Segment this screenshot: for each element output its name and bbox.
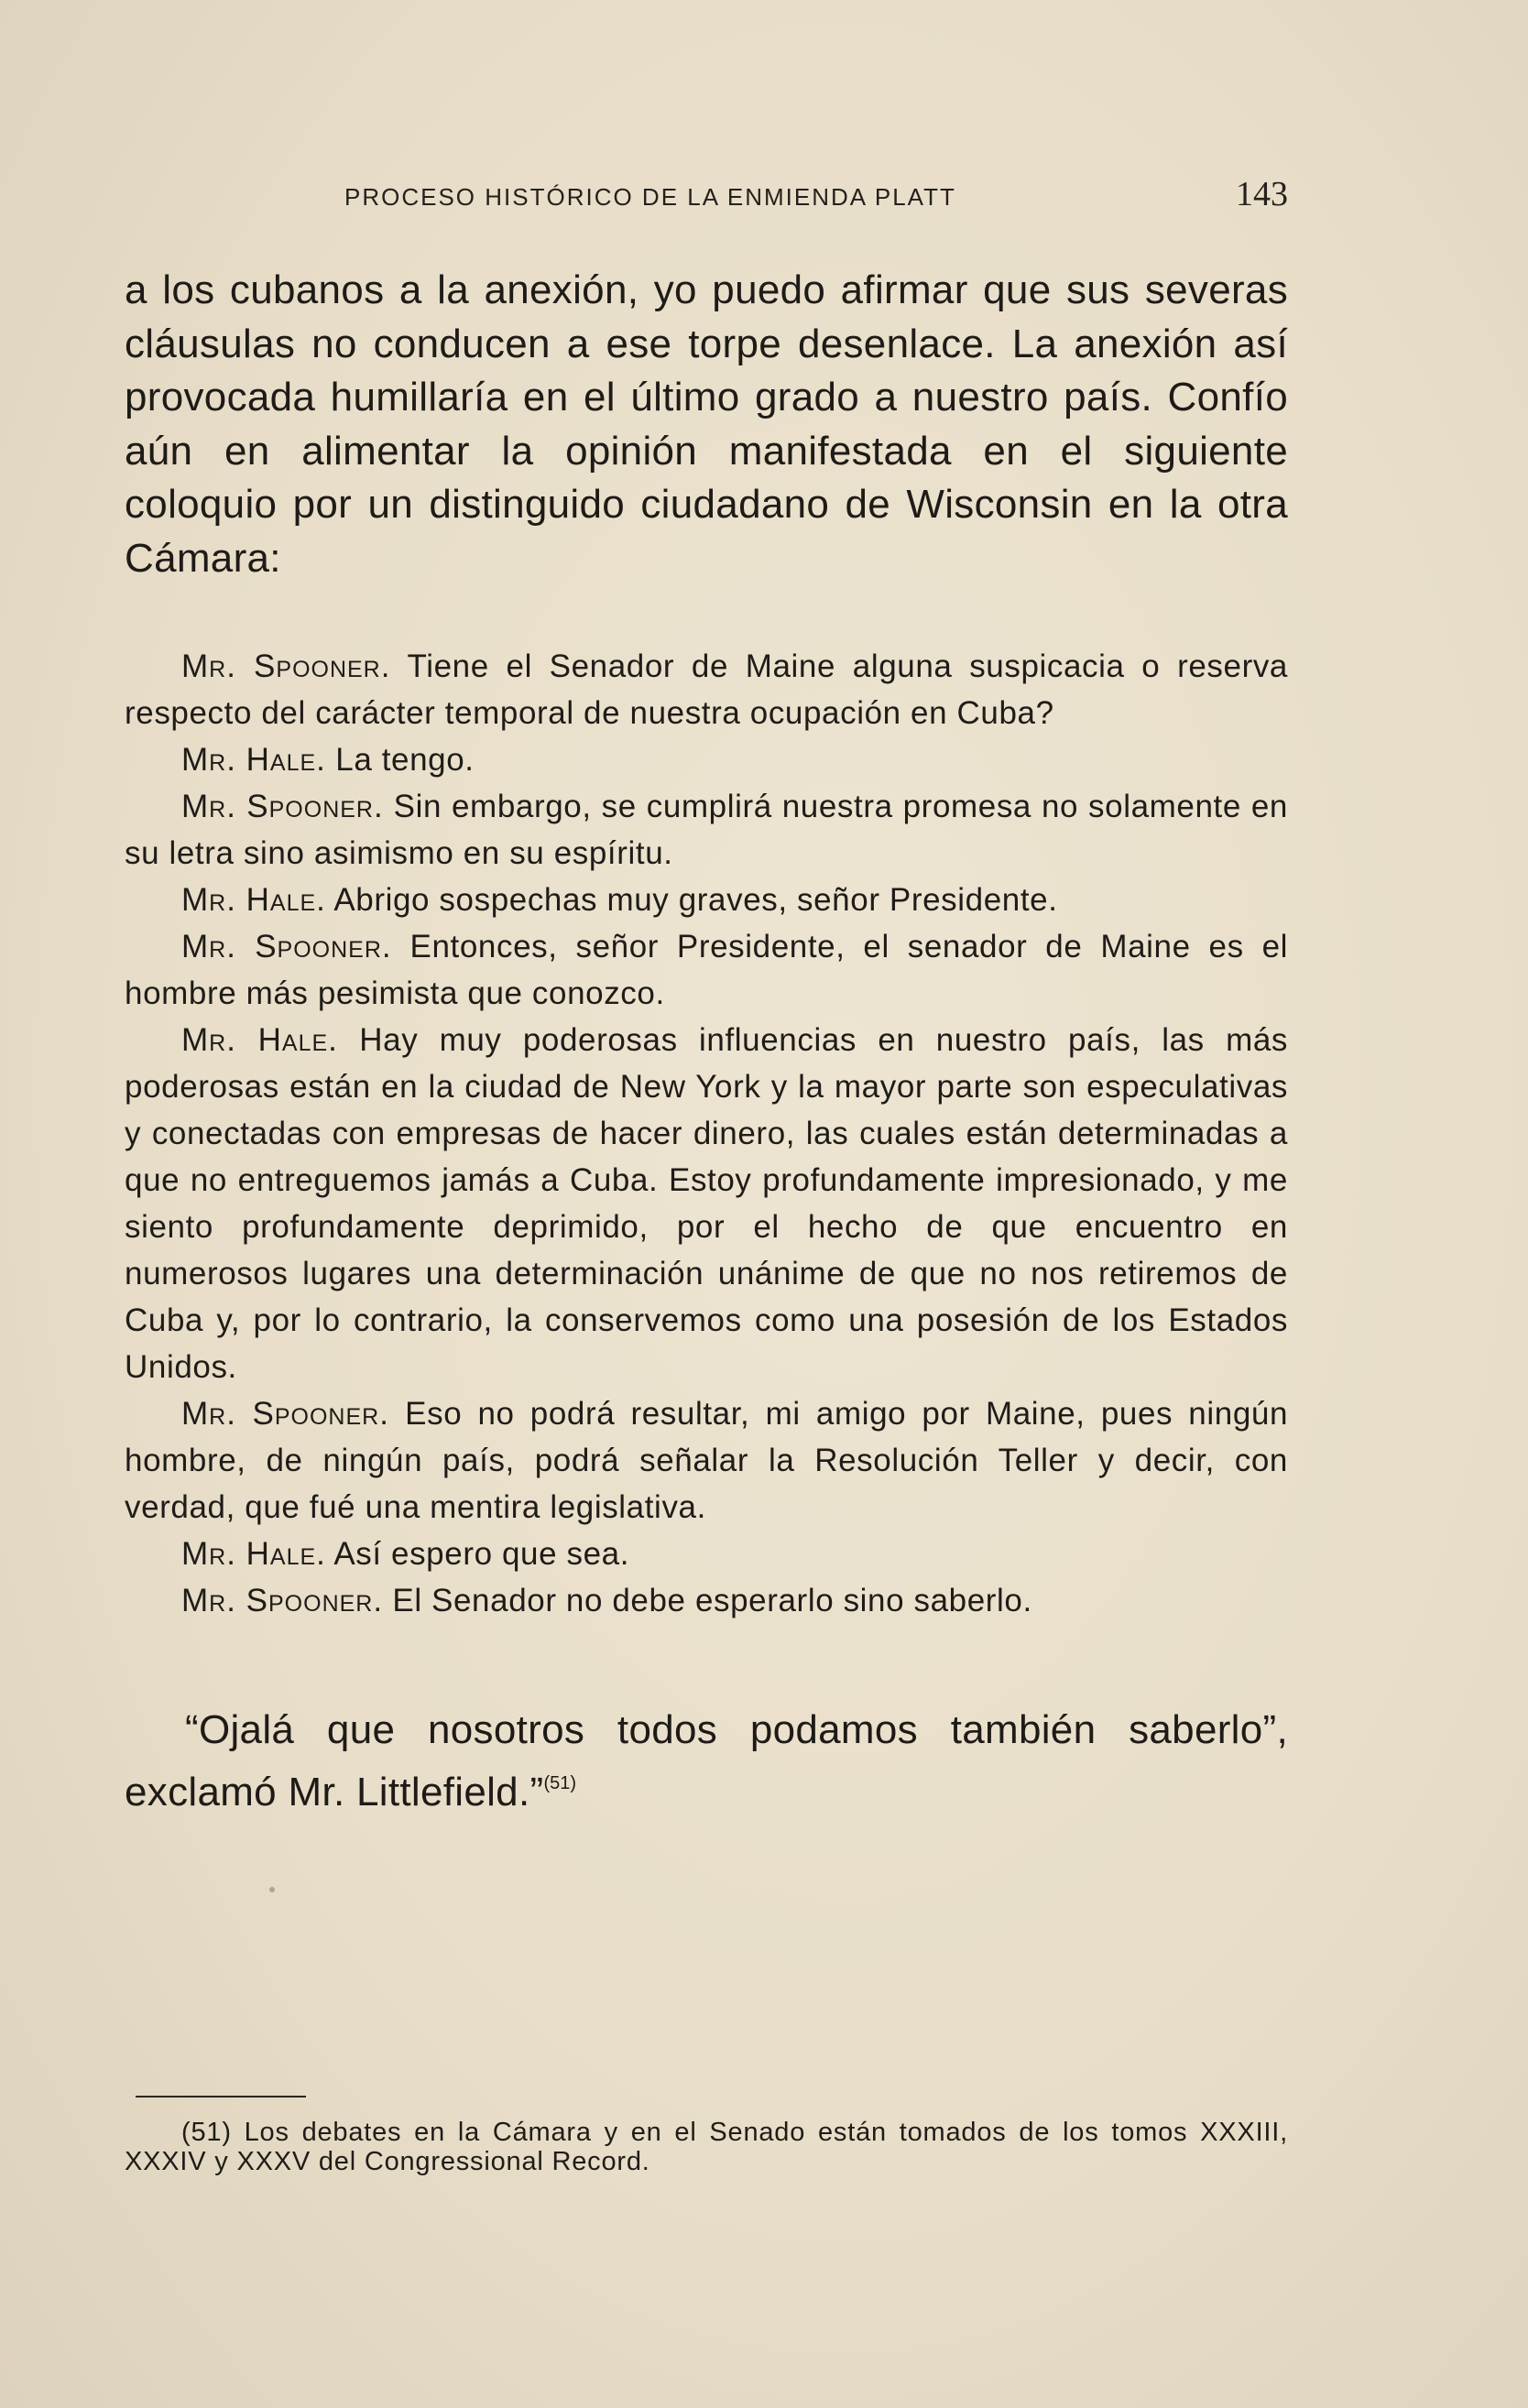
page-header [125,174,1288,229]
dialogue-line [125,783,1288,877]
body-paragraph: a los cubanos a la anexión, yo puedo afirmar que sus severas cláusulas no conducen a ese torpe desenlace. La anexión así provocada humillaría en el último grado a nuestro país. Confío aún en alimentar la opinión manifestada en el siguiente coloquio por un distinguido ciudadano de Wisconsin en la otra Cámara: [125,267,1288,581]
closing-text: “Ojalá que nosotros todos podamos también saberlo”, exclamó Mr. Littlefield.” [125,1707,1288,1814]
speech-text: El Senador no debe esperarlo sino saberlo. [392,1583,1032,1618]
speech-text: Eso no podrá resultar, mi amigo por Maine, pues ningún hombre, de ningún país, podrá señalar la Resolución Teller y decir, con verdad, que fué una mentira legislativa. [125,1396,1289,1525]
dialogue-line [125,736,1288,783]
speech-text: La tengo. [335,742,475,778]
dialogue-line [125,923,1288,1017]
speech-text: Abrigo sospechas muy graves, señor Presidente. [333,882,1058,918]
page-number: 143 [1236,175,1288,213]
dialogue-line [125,1390,1288,1531]
footnote-reference: (51) [543,1773,577,1793]
speaker-name: Mr. Spooner. [181,789,384,824]
footnote: (51) Los debates en la Cámara y en el Senado están tomados de los tomos XXXIII, XXXIV y XXXV del Congressional Record. [125,2118,1288,2176]
speech-text: Tiene el Senador de Maine alguna suspicacia o reserva respecto del carácter temporal de nuestra ocupación en Cuba? [125,648,1288,731]
dialogue-line [125,1017,1288,1390]
running-title: PROCESO HISTÓRICO DE LA ENMIENDA PLATT [344,183,956,211]
speaker-name: Mr. Spooner. [181,648,391,684]
speaker-name: Mr. Spooner. [181,1583,384,1618]
closing-quote [125,1704,1288,1819]
dialogue-line [125,877,1288,923]
speech-text: Hay muy poderosas influencias en nuestro país, las más poderosas están en la ciudad de New York y la mayor parte son especulativas y conectadas con empresas de hacer dinero, las cuales están determinadas a que no entreguemos jamás a Cuba. Estoy profundamente impresionado, y me siento profundamente deprimido, por el hecho de que encuentro en numerosos lugares una determinación unánime de que no nos retiremos de Cuba y, por lo contrario, la conservemos como una posesión de los Estados Unidos. [125,1022,1289,1385]
speaker-name: Mr. Spooner. [181,929,392,964]
speaker-name: Mr. Hale. [181,742,326,778]
dialogue-line [125,1531,1288,1577]
paper-speck [269,1887,275,1892]
speaker-name: Mr. Hale. [181,1536,326,1572]
speech-text: Así espero que sea. [333,1536,630,1572]
speech-text: Sin embargo, se cumplirá nuestra promesa no solamente en su letra sino asimismo en su espíritu. [125,789,1288,871]
speech-text: Entonces, señor Presidente, el senador de Maine es el hombre más pesimista que conozco. [125,929,1289,1011]
speaker-name: Mr. Hale. [181,1022,338,1058]
speaker-name: Mr. Hale. [181,882,326,918]
dialogue-line [125,1577,1288,1624]
speaker-name: Mr. Spooner. [181,1396,389,1432]
dialogue-line [125,643,1288,736]
senate-dialogue [125,643,1288,1624]
footnote-divider [136,2096,306,2097]
